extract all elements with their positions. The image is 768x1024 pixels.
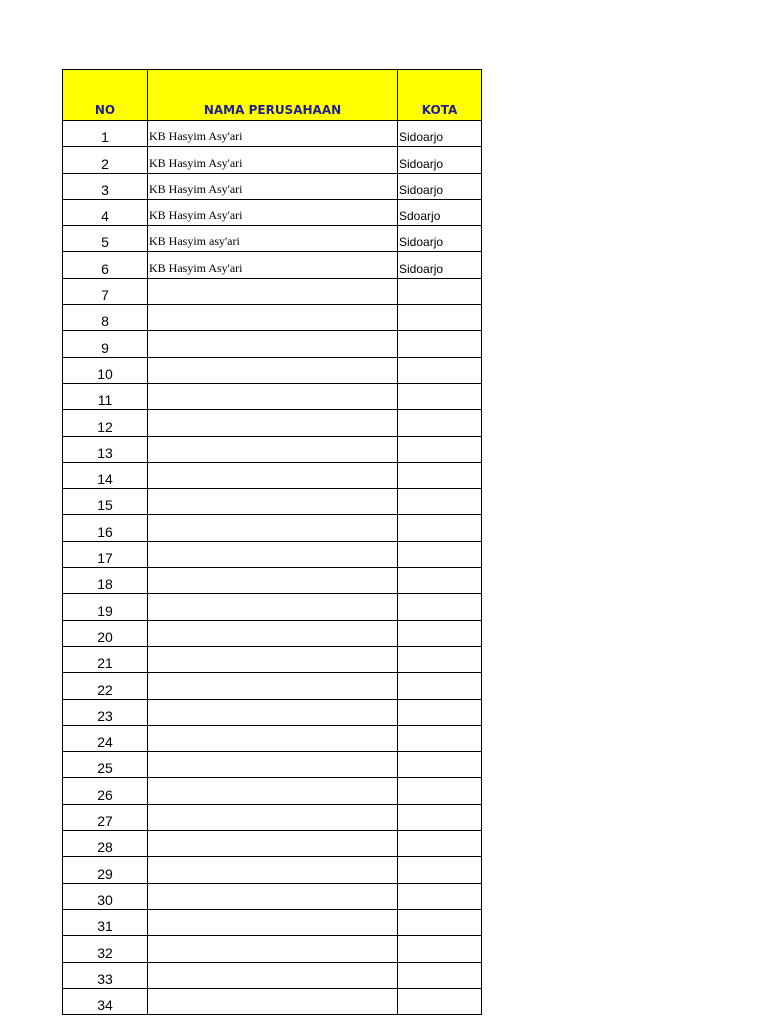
row-number-cell: 25 (63, 752, 148, 778)
table-row (63, 831, 482, 857)
row-number-cell: 1 (63, 121, 148, 147)
company-name-cell (148, 699, 398, 725)
company-name-cell (148, 620, 398, 646)
city-cell (398, 594, 482, 620)
company-name-cell (148, 278, 398, 304)
company-table (62, 69, 482, 1015)
city-cell (398, 515, 482, 541)
company-name-cell (148, 936, 398, 962)
row-number-cell: 8 (63, 305, 148, 331)
city-cell: Sidoarjo (398, 226, 482, 252)
table-row (63, 305, 482, 331)
row-number-cell: 27 (63, 804, 148, 830)
table-row (63, 962, 482, 988)
row-number-cell: 9 (63, 331, 148, 357)
row-number-cell: 24 (63, 725, 148, 751)
city-cell (398, 462, 482, 488)
table-row (63, 173, 482, 199)
row-number-cell: 28 (63, 831, 148, 857)
table-row (63, 515, 482, 541)
row-number-cell: 3 (63, 173, 148, 199)
city-cell (398, 804, 482, 830)
row-number-cell: 30 (63, 883, 148, 909)
table-body (63, 121, 482, 1015)
table-row (63, 909, 482, 935)
row-number-cell: 22 (63, 673, 148, 699)
company-name-cell (148, 909, 398, 935)
company-name-cell (148, 568, 398, 594)
row-number-cell: 26 (63, 778, 148, 804)
company-name-cell (148, 305, 398, 331)
city-cell (398, 357, 482, 383)
city-cell (398, 962, 482, 988)
company-name-cell (148, 489, 398, 515)
table-row (63, 357, 482, 383)
company-name-cell: KB Hasyim Asy'ari (148, 199, 398, 225)
row-number-cell: 15 (63, 489, 148, 515)
company-name-cell: KB Hasyim Asy'ari (148, 147, 398, 173)
row-number-cell: 4 (63, 199, 148, 225)
city-cell (398, 568, 482, 594)
table-row (63, 936, 482, 962)
city-cell: Sidoarjo (398, 173, 482, 199)
header-city: KOTA (398, 70, 482, 121)
table-row (63, 436, 482, 462)
company-name-cell: KB Hasyim Asy'ari (148, 173, 398, 199)
table-row (63, 988, 482, 1014)
table-row (63, 278, 482, 304)
table-row (63, 857, 482, 883)
city-cell (398, 383, 482, 409)
company-name-cell (148, 752, 398, 778)
row-number-cell: 31 (63, 909, 148, 935)
header-no: NO (63, 70, 148, 121)
company-name-cell (148, 462, 398, 488)
table-row (63, 252, 482, 278)
company-name-cell (148, 988, 398, 1014)
city-cell (398, 331, 482, 357)
city-cell (398, 936, 482, 962)
row-number-cell: 5 (63, 226, 148, 252)
city-cell (398, 278, 482, 304)
table-row (63, 699, 482, 725)
company-name-cell (148, 962, 398, 988)
company-name-cell (148, 515, 398, 541)
city-cell (398, 988, 482, 1014)
row-number-cell: 32 (63, 936, 148, 962)
table-row (63, 646, 482, 672)
table-row (63, 620, 482, 646)
city-cell (398, 857, 482, 883)
table-row (63, 804, 482, 830)
table-row (63, 383, 482, 409)
row-number-cell: 6 (63, 252, 148, 278)
city-cell: Sidoarjo (398, 121, 482, 147)
row-number-cell: 23 (63, 699, 148, 725)
city-cell (398, 778, 482, 804)
row-number-cell: 2 (63, 147, 148, 173)
table-row (63, 752, 482, 778)
table-row (63, 883, 482, 909)
table-header (63, 70, 482, 121)
company-name-cell (148, 646, 398, 672)
company-name-cell (148, 778, 398, 804)
company-name-cell (148, 541, 398, 567)
table-row (63, 199, 482, 225)
city-cell (398, 673, 482, 699)
city-cell (398, 752, 482, 778)
company-name-cell (148, 594, 398, 620)
city-cell: Sidoarjo (398, 147, 482, 173)
table-row (63, 121, 482, 147)
table-row (63, 673, 482, 699)
row-number-cell: 7 (63, 278, 148, 304)
city-cell: Sidoarjo (398, 252, 482, 278)
company-name-cell (148, 804, 398, 830)
company-name-cell: KB Hasyim asy'ari (148, 226, 398, 252)
row-number-cell: 11 (63, 383, 148, 409)
company-name-cell (148, 436, 398, 462)
city-cell (398, 646, 482, 672)
row-number-cell: 33 (63, 962, 148, 988)
company-name-cell (148, 725, 398, 751)
row-number-cell: 10 (63, 357, 148, 383)
row-number-cell: 21 (63, 646, 148, 672)
company-name-cell (148, 831, 398, 857)
company-name-cell (148, 331, 398, 357)
table-row (63, 778, 482, 804)
city-cell (398, 620, 482, 646)
row-number-cell: 34 (63, 988, 148, 1014)
city-cell (398, 410, 482, 436)
company-name-cell: KB Hasyim Asy'ari (148, 121, 398, 147)
row-number-cell: 17 (63, 541, 148, 567)
company-name-cell (148, 383, 398, 409)
table-row (63, 594, 482, 620)
company-name-cell: KB Hasyim Asy'ari (148, 252, 398, 278)
city-cell (398, 883, 482, 909)
city-cell (398, 831, 482, 857)
city-cell (398, 305, 482, 331)
company-name-cell (148, 410, 398, 436)
company-name-cell (148, 883, 398, 909)
table-row (63, 147, 482, 173)
city-cell (398, 909, 482, 935)
city-cell (398, 725, 482, 751)
row-number-cell: 18 (63, 568, 148, 594)
header-row (63, 70, 482, 121)
table-row (63, 541, 482, 567)
table-row (63, 226, 482, 252)
company-name-cell (148, 673, 398, 699)
city-cell (398, 541, 482, 567)
table-row (63, 489, 482, 515)
city-cell (398, 489, 482, 515)
header-company-name: NAMA PERUSAHAAN (148, 70, 398, 121)
row-number-cell: 13 (63, 436, 148, 462)
table-row (63, 410, 482, 436)
company-name-cell (148, 857, 398, 883)
table-row (63, 462, 482, 488)
row-number-cell: 12 (63, 410, 148, 436)
row-number-cell: 16 (63, 515, 148, 541)
city-cell (398, 699, 482, 725)
row-number-cell: 29 (63, 857, 148, 883)
city-cell: Sdoarjo (398, 199, 482, 225)
company-name-cell (148, 357, 398, 383)
city-cell (398, 436, 482, 462)
table-row (63, 568, 482, 594)
table-row (63, 725, 482, 751)
table-row (63, 331, 482, 357)
row-number-cell: 19 (63, 594, 148, 620)
row-number-cell: 14 (63, 462, 148, 488)
row-number-cell: 20 (63, 620, 148, 646)
